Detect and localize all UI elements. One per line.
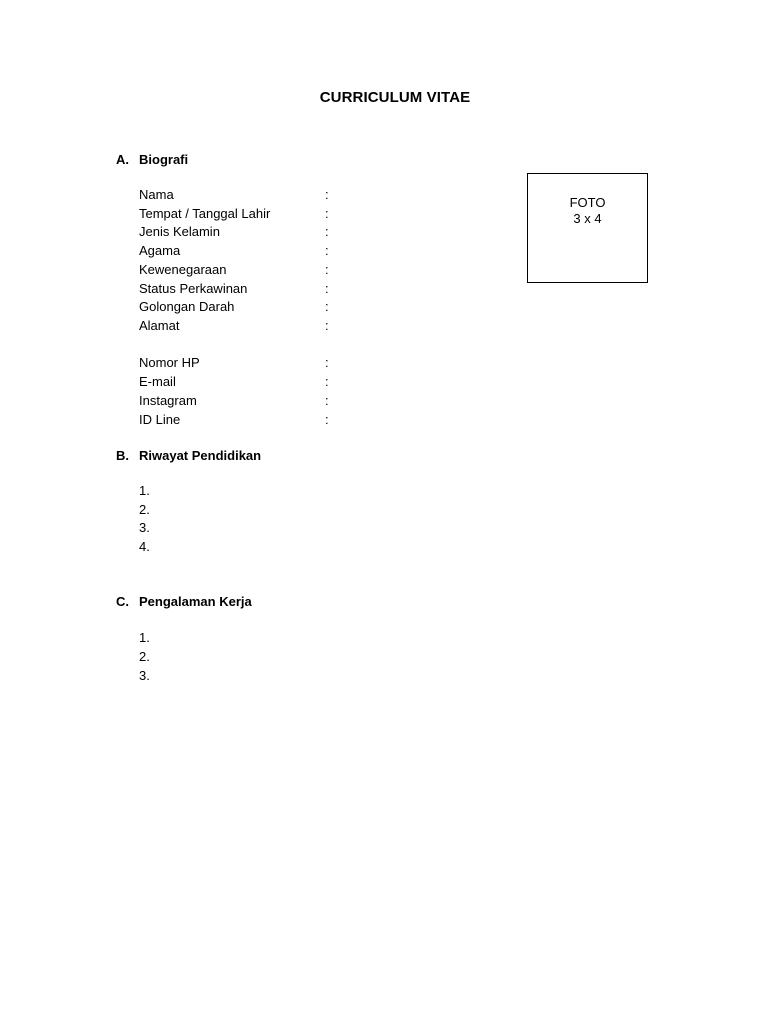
field-colon: : [325,243,329,258]
section-b-letter: B. [116,448,129,463]
field-colon: : [325,281,329,296]
field-colon: : [325,206,329,221]
section-a-title: Biografi [139,152,189,167]
field-label-nama: Nama [139,187,174,202]
section-b-title: Riwayat Pendidikan [139,448,262,463]
section-a-letter: A. [116,152,129,167]
education-item-number: 4. [139,539,150,554]
field-colon: : [325,224,329,239]
field-label-jenis-kelamin: Jenis Kelamin [139,224,220,239]
field-label-golongan-darah: Golongan Darah [139,299,235,314]
photo-size-label: 3 x 4 [573,211,602,226]
field-label-email: E-mail [139,374,176,389]
document-title: CURRICULUM VITAE [319,89,471,106]
field-colon: : [325,262,329,277]
field-label-tempat-tanggal-lahir: Tempat / Tanggal Lahir [139,206,271,221]
field-colon: : [325,374,329,389]
field-label-alamat: Alamat [139,318,180,333]
field-label-id-line: ID Line [139,412,181,427]
experience-item-number: 2. [139,649,150,664]
field-colon: : [325,299,329,314]
photo-placeholder [527,173,648,283]
education-item-number: 2. [139,502,150,517]
field-label-kewenegaraan: Kewenegaraan [139,262,227,277]
section-c-letter: C. [116,594,129,609]
field-colon: : [325,412,329,427]
field-colon: : [325,187,329,202]
field-colon: : [325,318,329,333]
experience-item-number: 1. [139,630,150,645]
field-colon: : [325,355,329,370]
education-item-number: 1. [139,483,150,498]
education-item-number: 3. [139,520,150,535]
section-c-title: Pengalaman Kerja [139,594,252,609]
field-label-nomor-hp: Nomor HP [139,355,200,370]
field-colon: : [325,393,329,408]
field-label-agama: Agama [139,243,181,258]
field-label-instagram: Instagram [139,393,197,408]
experience-item-number: 3. [139,668,150,683]
field-label-status-perkawinan: Status Perkawinan [139,281,248,296]
photo-label: FOTO [569,195,606,210]
